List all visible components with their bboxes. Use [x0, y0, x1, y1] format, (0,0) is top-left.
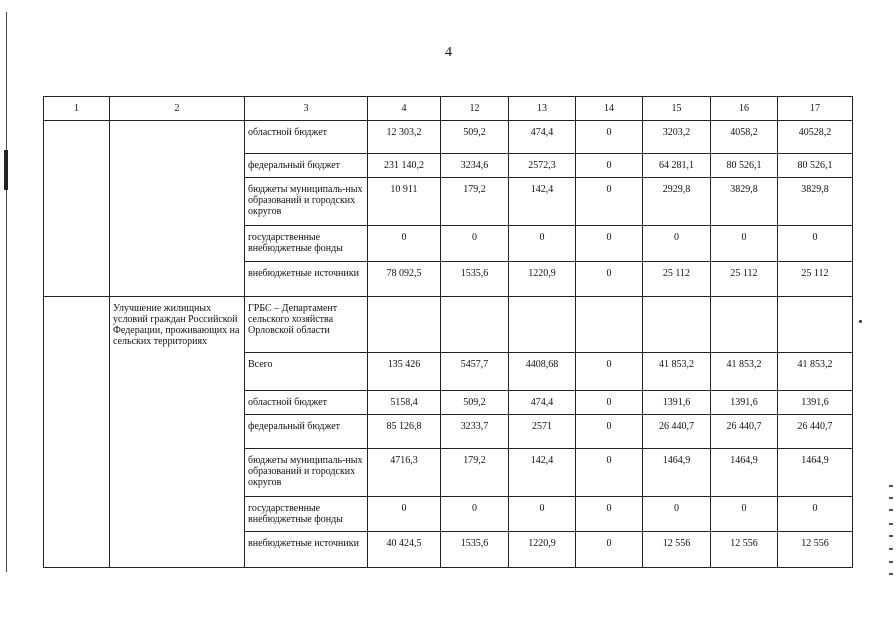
cell-value: 179,2	[441, 178, 509, 226]
cell-value: 231 140,2	[368, 154, 441, 178]
row-label: ГРБС – Департамент сельского хозяйства Орловской области	[245, 297, 368, 353]
cell-value: 12 556	[643, 532, 711, 568]
cell-value: 12 303,2	[368, 121, 441, 154]
cell-value	[509, 297, 576, 353]
cell-value: 1391,6	[778, 391, 853, 415]
row-label: федеральный бюджет	[245, 415, 368, 449]
cell-value: 0	[711, 226, 778, 262]
group1-title-cell	[110, 121, 245, 297]
cell-value: 509,2	[441, 121, 509, 154]
col-header: 2	[110, 97, 245, 121]
row-label: государственные внебюджетные фонды	[245, 226, 368, 262]
cell-value: 26 440,7	[778, 415, 853, 449]
row-label: бюджеты муниципаль-ных образований и городских округов	[245, 178, 368, 226]
cell-value: 1535,6	[441, 262, 509, 297]
table-row	[44, 121, 853, 154]
cell-value: 41 853,2	[778, 353, 853, 391]
cell-value: 3829,8	[778, 178, 853, 226]
left-margin-rule	[6, 12, 7, 572]
col-header: 16	[711, 97, 778, 121]
cell-value: 0	[576, 532, 643, 568]
group1-number-cell	[44, 121, 110, 297]
cell-value: 0	[778, 226, 853, 262]
cell-value: 80 526,1	[711, 154, 778, 178]
cell-value: 1220,9	[509, 262, 576, 297]
row-label: федеральный бюджет	[245, 154, 368, 178]
cell-value: 142,4	[509, 449, 576, 497]
row-label: государственные внебюджетные фонды	[245, 497, 368, 532]
cell-value: 0	[509, 497, 576, 532]
cell-value: 0	[368, 226, 441, 262]
cell-value: 179,2	[441, 449, 509, 497]
page-number: 4	[445, 45, 452, 60]
cell-value: 12 556	[711, 532, 778, 568]
right-margin-marks	[889, 485, 894, 580]
cell-value: 4058,2	[711, 121, 778, 154]
cell-value: 0	[643, 497, 711, 532]
cell-value: 12 556	[778, 532, 853, 568]
cell-value: 0	[509, 226, 576, 262]
cell-value: 3233,7	[441, 415, 509, 449]
cell-value	[778, 297, 853, 353]
cell-value: 5158,4	[368, 391, 441, 415]
cell-value: 0	[576, 121, 643, 154]
cell-value: 0	[711, 497, 778, 532]
col-header: 12	[441, 97, 509, 121]
cell-value: 85 126,8	[368, 415, 441, 449]
cell-value: 0	[576, 178, 643, 226]
cell-value: 41 853,2	[643, 353, 711, 391]
cell-value: 64 281,1	[643, 154, 711, 178]
col-header: 3	[245, 97, 368, 121]
row-label: бюджеты муниципаль-ных образований и городских округов	[245, 449, 368, 497]
group2-title: Улучшение жилищных условий граждан Российской Федерации, проживающих на сельских территориях	[110, 297, 245, 568]
cell-value: 3829,8	[711, 178, 778, 226]
row-label: внебюджетные источники	[245, 262, 368, 297]
cell-value: 25 112	[711, 262, 778, 297]
col-header: 15	[643, 97, 711, 121]
cell-value: 3234,6	[441, 154, 509, 178]
cell-value	[711, 297, 778, 353]
cell-value: 78 092,5	[368, 262, 441, 297]
cell-value: 0	[576, 353, 643, 391]
cell-value: 40528,2	[778, 121, 853, 154]
budget-table	[43, 96, 853, 568]
cell-value: 0	[576, 262, 643, 297]
cell-value: 509,2	[441, 391, 509, 415]
cell-value: 0	[643, 226, 711, 262]
cell-value: 2929,8	[643, 178, 711, 226]
cell-value: 26 440,7	[711, 415, 778, 449]
cell-value: 0	[576, 415, 643, 449]
cell-value: 1464,9	[711, 449, 778, 497]
col-header: 4	[368, 97, 441, 121]
cell-value: 1464,9	[778, 449, 853, 497]
cell-value: 1391,6	[643, 391, 711, 415]
cell-value: 474,4	[509, 391, 576, 415]
cell-value: 41 853,2	[711, 353, 778, 391]
col-header: 14	[576, 97, 643, 121]
cell-value: 10 911	[368, 178, 441, 226]
cell-value	[441, 297, 509, 353]
scan-margin-mark	[4, 150, 8, 190]
header-row	[44, 97, 853, 121]
cell-value: 1464,9	[643, 449, 711, 497]
cell-value: 135 426	[368, 353, 441, 391]
cell-value: 0	[576, 226, 643, 262]
cell-value: 1391,6	[711, 391, 778, 415]
scan-speck	[859, 320, 862, 323]
cell-value: 40 424,5	[368, 532, 441, 568]
cell-value	[576, 297, 643, 353]
cell-value	[368, 297, 441, 353]
cell-value: 474,4	[509, 121, 576, 154]
cell-value: 0	[778, 497, 853, 532]
cell-value: 0	[368, 497, 441, 532]
cell-value: 26 440,7	[643, 415, 711, 449]
cell-value: 25 112	[643, 262, 711, 297]
cell-value: 0	[441, 226, 509, 262]
cell-value: 4716,3	[368, 449, 441, 497]
group2-number-cell	[44, 297, 110, 568]
cell-value	[643, 297, 711, 353]
cell-value: 4408,68	[509, 353, 576, 391]
cell-value: 3203,2	[643, 121, 711, 154]
cell-value: 5457,7	[441, 353, 509, 391]
row-label: областной бюджет	[245, 391, 368, 415]
cell-value: 0	[576, 154, 643, 178]
cell-value: 2572,3	[509, 154, 576, 178]
cell-value: 1535,6	[441, 532, 509, 568]
col-header: 17	[778, 97, 853, 121]
row-label: внебюджетные источники	[245, 532, 368, 568]
cell-value: 0	[441, 497, 509, 532]
cell-value: 0	[576, 391, 643, 415]
cell-value: 2571	[509, 415, 576, 449]
cell-value: 25 112	[778, 262, 853, 297]
cell-value: 142,4	[509, 178, 576, 226]
cell-value: 0	[576, 449, 643, 497]
cell-value: 80 526,1	[778, 154, 853, 178]
table-row	[44, 297, 853, 353]
row-label: областной бюджет	[245, 121, 368, 154]
row-label: Всего	[245, 353, 368, 391]
col-header: 13	[509, 97, 576, 121]
cell-value: 1220,9	[509, 532, 576, 568]
col-header: 1	[44, 97, 110, 121]
cell-value: 0	[576, 497, 643, 532]
